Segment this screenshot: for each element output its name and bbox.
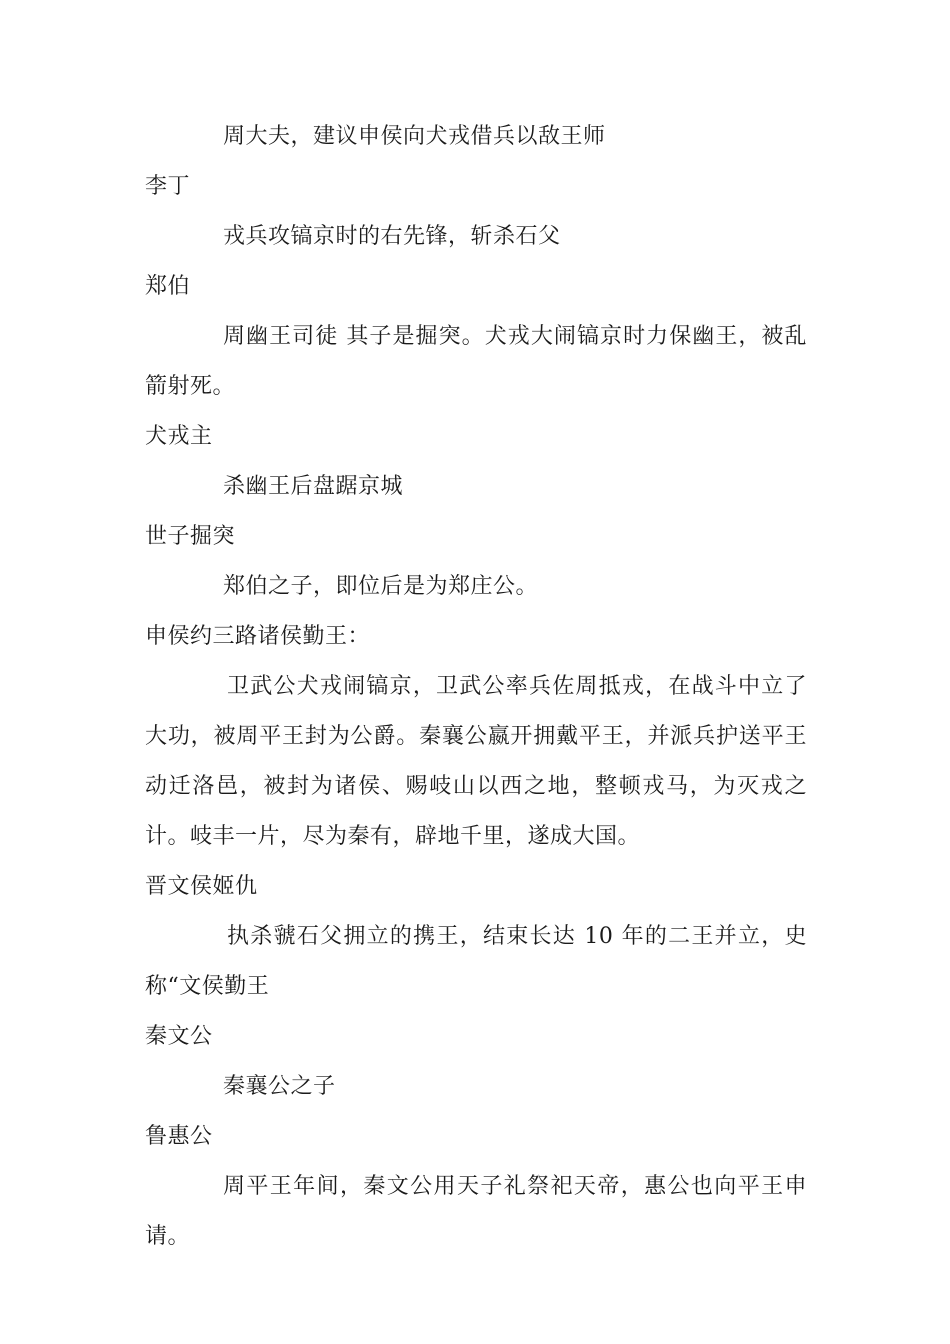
entry-description-jin-wenhou: 执杀虢石父拥立的携王，结束长达 10 年的二王并立，史称“文侯勤王	[145, 924, 807, 999]
entry-description-qinwang: 卫武公犬戎闹镐京，卫武公率兵佐周抵戎，在战斗中立了大功，被周平王封为公爵。秦襄公嬴开拥戴平王，并派兵护送平王动迁洛邑，被封为诸侯、赐岐山以西之地，整顿戎马，为灭戎之计。岐丰一片，尽为秦有，辟地千里，遂成大国。	[145, 674, 807, 849]
entry-heading-quanrong-zhu: 犬戎主	[145, 424, 213, 449]
entry-heading-li-ding: 李丁	[145, 174, 191, 199]
entry-heading-qinwang: 申侯约三路诸侯勤王：	[145, 624, 371, 649]
entry-heading-jin-wenhou: 晋文侯姬仇	[145, 874, 258, 899]
entry-description-li-ding: 戎兵攻镐京时的右先锋，斩杀石父	[223, 224, 561, 249]
entry-description-shizi-juetu: 郑伯之子，即位后是为郑庄公。	[223, 574, 539, 599]
entry-description-qin-wengong: 秦襄公之子	[223, 1074, 336, 1099]
entry-heading-qin-wengong: 秦文公	[145, 1024, 213, 1049]
document-body	[145, 112, 807, 1262]
entry-heading-shizi-juetu: 世子掘突	[145, 524, 236, 549]
entry-heading-zheng-bo: 郑伯	[145, 274, 191, 299]
entry-description-quanrong-zhu: 杀幽王后盘踞京城	[223, 474, 404, 499]
entry-description-zheng-bo: 周幽王司徒 其子是掘突。犬戎大闹镐京时力保幽王，被乱箭射死。	[145, 324, 807, 399]
entry-description-lu-huigong: 周平王年间，秦文公用天子礼祭祀天帝，惠公也向平王申请。	[145, 1174, 807, 1249]
entry-description-zhou-dafu: 周大夫，建议申侯向犬戎借兵以敌王师	[223, 124, 606, 149]
entry-heading-lu-huigong: 鲁惠公	[145, 1124, 213, 1149]
